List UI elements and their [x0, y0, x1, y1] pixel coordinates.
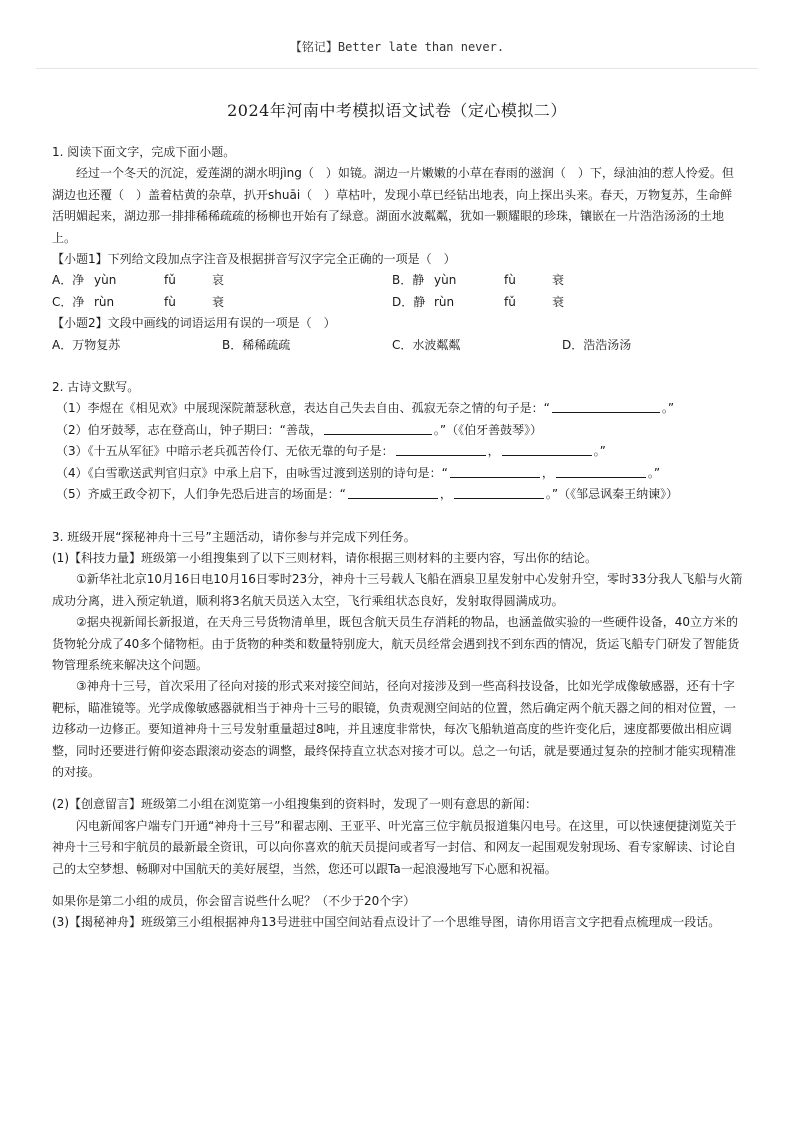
q2-stem: 2. 古诗文默写。	[52, 380, 140, 395]
answer-blank[interactable]	[556, 465, 646, 478]
option-b[interactable]: B．稀稀疏疏	[222, 337, 291, 352]
q1-passage: 经过一个冬天的沉淀，爱莲湖的湖水明jìng（ ）如镜。湖边一片嫩嫩的小草在春雨的滋润（ ）下，绿油油的惹人怜爱。但湖边也还覆（ ）盖着枯黄的杂草，扒开shuāi（ ）草枯叶，发现小草已经钻出地表，向上探出头来。春天，万物复苏，生命鲜活明媚起来，湖边那一排排稀稀疏疏的杨柳也开始有了绿意。湖面水波粼粼，犹如一颗耀眼的珍珠，镶嵌在一片浩浩汤汤的土地上。	[52, 166, 734, 245]
q2-item-1: （1）李煜在《相见欢》中展现深院萧瑟秋意，表达自己失去自由、孤寂无奈之情的句子是：“ 。”	[56, 401, 675, 416]
option-a[interactable]: A．净 yùn fǔ 哀	[52, 273, 225, 288]
option-d[interactable]: D．静 rùn fǔ 衰	[392, 294, 565, 309]
spacer	[52, 880, 744, 891]
answer-blank[interactable]	[348, 486, 438, 499]
q2-item-5: （5）齐威王政令初下，人们争先恐后进言的场面是：“ ， 。”（《邹忌讽秦王纳谏》）	[56, 487, 679, 502]
option-a[interactable]: A．万物复苏	[52, 337, 121, 352]
spacer	[52, 356, 744, 377]
option-c[interactable]: C．水波粼粼	[392, 337, 461, 352]
q1-sub1-prompt: 【小题1】下列给文段加点字注音及根据拼音写汉字完全正确的一项是（ ）	[52, 252, 456, 267]
page-motto: 【铭记】Better late than never.	[289, 40, 505, 54]
answer-blank[interactable]	[454, 486, 544, 499]
spacer	[52, 506, 744, 527]
option-d[interactable]: D．浩浩汤汤	[562, 337, 632, 352]
answer-blank[interactable]	[450, 465, 540, 478]
q3-part3-prompt: (3)【揭秘神舟】班级第三小组根据神舟13号进驻中国空间站看点设计了一个思维导图，请你用语言文字把看点梳理成一段话。	[52, 915, 721, 930]
answer-blank[interactable]	[502, 443, 592, 456]
q1-stem: 1. 阅读下面文字，完成下面小题。	[52, 145, 236, 159]
q2-item-2: （2）伯牙鼓琴，志在登高山，钟子期曰：“善哉， 。”（《伯牙善鼓琴》）	[56, 422, 543, 437]
q2-item-3: （3）《十五从军征》中暗示老兵孤苦伶仃、无依无靠的句子是： ， 。”	[56, 444, 606, 459]
q1-sub2-options	[52, 335, 744, 356]
answer-blank[interactable]	[324, 422, 432, 435]
q3-news: 闪电新闻客户端专门开通“神舟十三号”和翟志刚、王亚平、叶光富三位宇航员报道集闪电号。在这里，可以快速便捷浏览关于神舟十三号和宇航员的最新最全资讯，可以向你喜欢的航天员提问或者写一封信、和网友一起围观发射现场、看专家解读、讨论自己的太空梦想、畅聊对中国航天的美好展望，当然，您还可以跟Ta一起浪漫地写下心愿和祝福。	[52, 818, 737, 876]
q1-sub2-prompt: 【小题2】文段中画线的词语运用有误的一项是（ ）	[52, 316, 336, 331]
option-b[interactable]: B．静 yùn fù 衰	[392, 273, 565, 288]
spacer	[52, 783, 744, 794]
exam-content	[52, 142, 744, 934]
page-title: 2024年河南中考模拟语文试卷（定心模拟二）	[227, 101, 567, 120]
q3-part2-ask: 如果你是第二小组的成员，你会留言说些什么呢？（不少于20个字）	[52, 894, 416, 908]
q3-material-1: ①新华社北京10月16日电10月16日零时23分，神舟十三号载人飞船在酒泉卫星发射中心发射升空，零时33分我人飞船与火箭成功分离，进入预定轨道，顺利将3名航天员送入太空，飞行乘组状态良好，发射取得圆满成功。	[52, 572, 743, 608]
option-c[interactable]: C．净 rùn fù 衰	[52, 294, 225, 309]
q3-material-3: ③神舟十三号，首次采用了径向对接的形式来对接空间站，径向对接涉及到一些高科技设备，比如光学成像敏感器，还有十字靶标，瞄准镜等。光学成像敏感器就相当于神舟十三号的眼镜，负责观测空间站的位置，然后确定两个航天器之间的相对位置，一边移动一边修正。要知道神舟十三号发射重量超过8吨，并且速度非常快，每次飞船轨道高度的些许变化后，速度都要做出相应调整，同时还要进行俯仰姿态跟滚动姿态的调整，最终保持直立状态对接才可以。总之一句话，就是要通过复杂的控制才能实现精准的对接。	[52, 679, 737, 779]
q1-sub1-options-row1	[52, 270, 744, 291]
q3-part1-prompt: (1)【科技力量】班级第一小组搜集到了以下三则材料，请你根据三则材料的主要内容，写出你的结论。	[52, 550, 598, 565]
answer-blank[interactable]	[396, 443, 486, 456]
answer-blank[interactable]	[552, 400, 660, 413]
header-divider	[36, 68, 758, 69]
q1-sub1-options-row2	[52, 292, 744, 313]
q2-item-4: （4）《白雪歌送武判官归京》中承上启下，由咏雪过渡到送别的诗句是：“ ， 。”	[56, 465, 661, 480]
q3-stem: 3. 班级开展“探秘神舟十三号”主题活动，请你参与并完成下列任务。	[52, 529, 416, 544]
q3-material-2: ②据央视新闻长新报道，在天舟三号货物清单里，既包含航天员生存消耗的物品，也涵盖做实验的一些硬件设备，40立方米的货物轮分成了40多个储物柜。由于货物的种类和数量特别庞大，航天员经常会遇到找不到东西的情况，货运飞船专门研发了智能货物管理系统来解决这个问题。	[52, 615, 740, 672]
q3-part2-prompt: (2)【创意留言】班级第二小组在浏览第一小组搜集到的资料时，发现了一则有意思的新闻：	[52, 797, 538, 812]
